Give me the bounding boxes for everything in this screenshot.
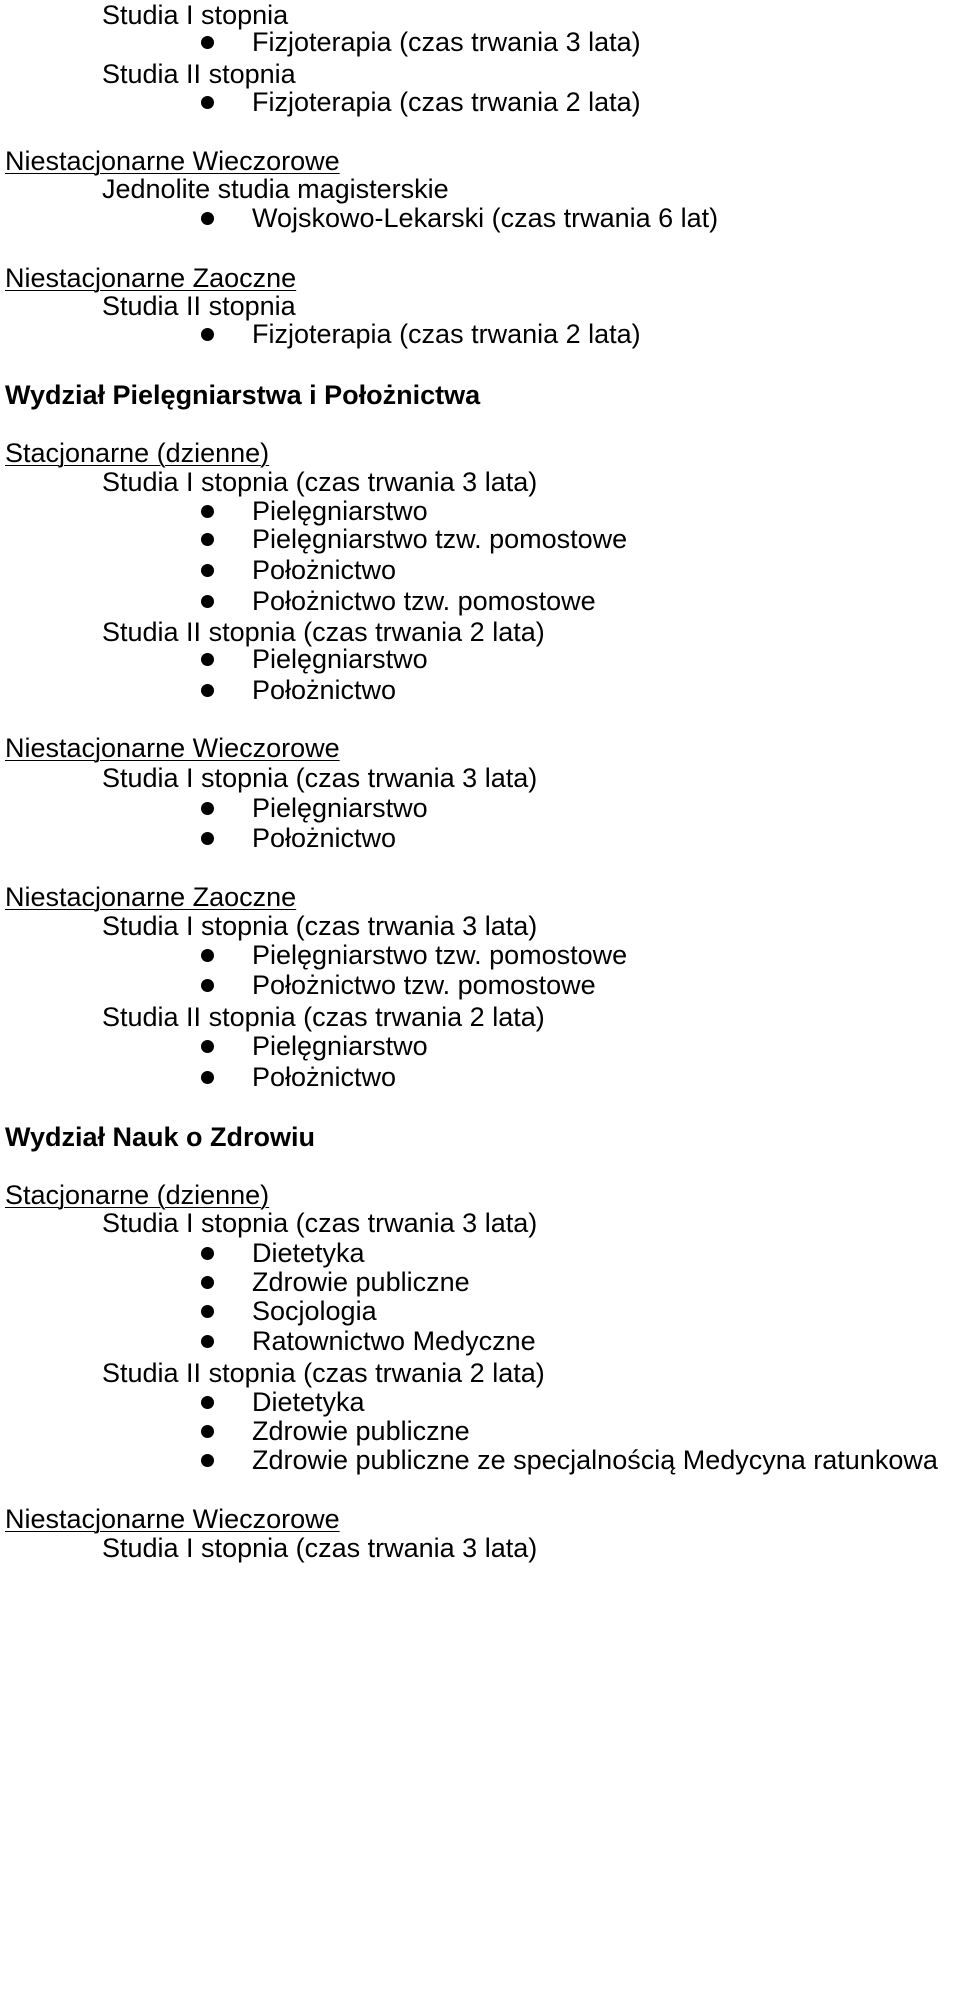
program-name: Pielęgniarstwo [252, 793, 428, 823]
study-mode-heading: Niestacjonarne Wieczorowe [5, 733, 340, 763]
bullet-icon [201, 96, 214, 109]
bullet-icon [201, 684, 214, 697]
study-level-heading: Studia II stopnia (czas trwania 2 lata) [102, 1002, 545, 1032]
program-name: Położnictwo [252, 675, 397, 705]
study-mode-heading: Niestacjonarne Zaoczne [5, 882, 297, 912]
program-name: Położnictwo [252, 823, 397, 853]
bullet-icon [201, 533, 214, 546]
bullet-icon [201, 1454, 214, 1467]
study-mode-heading: Niestacjonarne Wieczorowe [5, 1504, 340, 1534]
study-level-heading: Jednolite studia magisterskie [102, 174, 449, 204]
study-mode-heading: Stacjonarne (dzienne) [5, 438, 270, 468]
program-name: Położnictwo tzw. pomostowe [252, 970, 596, 1000]
program-name: Pielęgniarstwo [252, 1031, 428, 1061]
program-name: Fizjoterapia (czas trwania 2 lata) [252, 319, 641, 349]
study-level-heading: Studia I stopnia [102, 0, 289, 30]
program-name: Pielęgniarstwo tzw. pomostowe [252, 940, 628, 970]
study-level-heading: Studia II stopnia (czas trwania 2 lata) [102, 617, 545, 647]
program-name: Dietetyka [252, 1238, 365, 1268]
bullet-icon [201, 979, 214, 992]
bullet-icon [201, 1396, 214, 1409]
study-level-heading: Studia I stopnia (czas trwania 3 lata) [102, 763, 538, 793]
bullet-icon [201, 505, 214, 518]
program-name: Fizjoterapia (czas trwania 2 lata) [252, 87, 641, 117]
bullet-icon [201, 802, 214, 815]
study-mode-heading: Stacjonarne (dzienne) [5, 1180, 270, 1210]
study-level-heading: Studia II stopnia [102, 59, 296, 89]
program-name: Ratownictwo Medyczne [252, 1326, 536, 1356]
bullet-icon [201, 1247, 214, 1260]
bullet-icon [201, 1040, 214, 1053]
study-level-heading: Studia II stopnia (czas trwania 2 lata) [102, 1358, 545, 1388]
program-name: Położnictwo [252, 555, 397, 585]
bullet-icon [201, 328, 214, 341]
study-level-heading: Studia I stopnia (czas trwania 3 lata) [102, 911, 538, 941]
study-level-heading: Studia I stopnia (czas trwania 3 lata) [102, 1533, 538, 1563]
bullet-icon [201, 949, 214, 962]
program-name: Zdrowie publiczne [252, 1267, 470, 1297]
bullet-icon [201, 1276, 214, 1289]
bullet-icon [201, 832, 214, 845]
program-name: Zdrowie publiczne [252, 1416, 470, 1446]
study-mode-heading: Niestacjonarne Zaoczne [5, 263, 297, 293]
bullet-icon [201, 1305, 214, 1318]
study-level-heading: Studia I stopnia (czas trwania 3 lata) [102, 467, 538, 497]
bullet-icon [201, 1071, 214, 1084]
program-name: Pielęgniarstwo tzw. pomostowe [252, 524, 628, 554]
program-name: Położnictwo [252, 1062, 397, 1092]
study-mode-heading: Niestacjonarne Wieczorowe [5, 146, 340, 176]
program-name: Pielęgniarstwo [252, 496, 428, 526]
bullet-icon [201, 1335, 214, 1348]
program-name: Fizjoterapia (czas trwania 3 lata) [252, 27, 641, 57]
study-level-heading: Studia I stopnia (czas trwania 3 lata) [102, 1208, 538, 1238]
faculty-heading: Wydział Nauk o Zdrowiu [5, 1122, 316, 1152]
bullet-icon [201, 595, 214, 608]
bullet-icon [201, 653, 214, 666]
program-name: Socjologia [252, 1296, 377, 1326]
bullet-icon [201, 1425, 214, 1438]
program-name: Wojskowo-Lekarski (czas trwania 6 lat) [252, 203, 719, 233]
program-name: Zdrowie publiczne ze specjalnością Medycyna ratunkowa [252, 1445, 938, 1475]
faculty-heading: Wydział Pielęgniarstwa i Położnictwa [5, 380, 481, 410]
bullet-icon [201, 564, 214, 577]
bullet-icon [201, 212, 214, 225]
study-level-heading: Studia II stopnia [102, 291, 296, 321]
program-name: Dietetyka [252, 1387, 365, 1417]
bullet-icon [201, 36, 214, 49]
program-name: Pielęgniarstwo [252, 644, 428, 674]
program-name: Położnictwo tzw. pomostowe [252, 586, 596, 616]
